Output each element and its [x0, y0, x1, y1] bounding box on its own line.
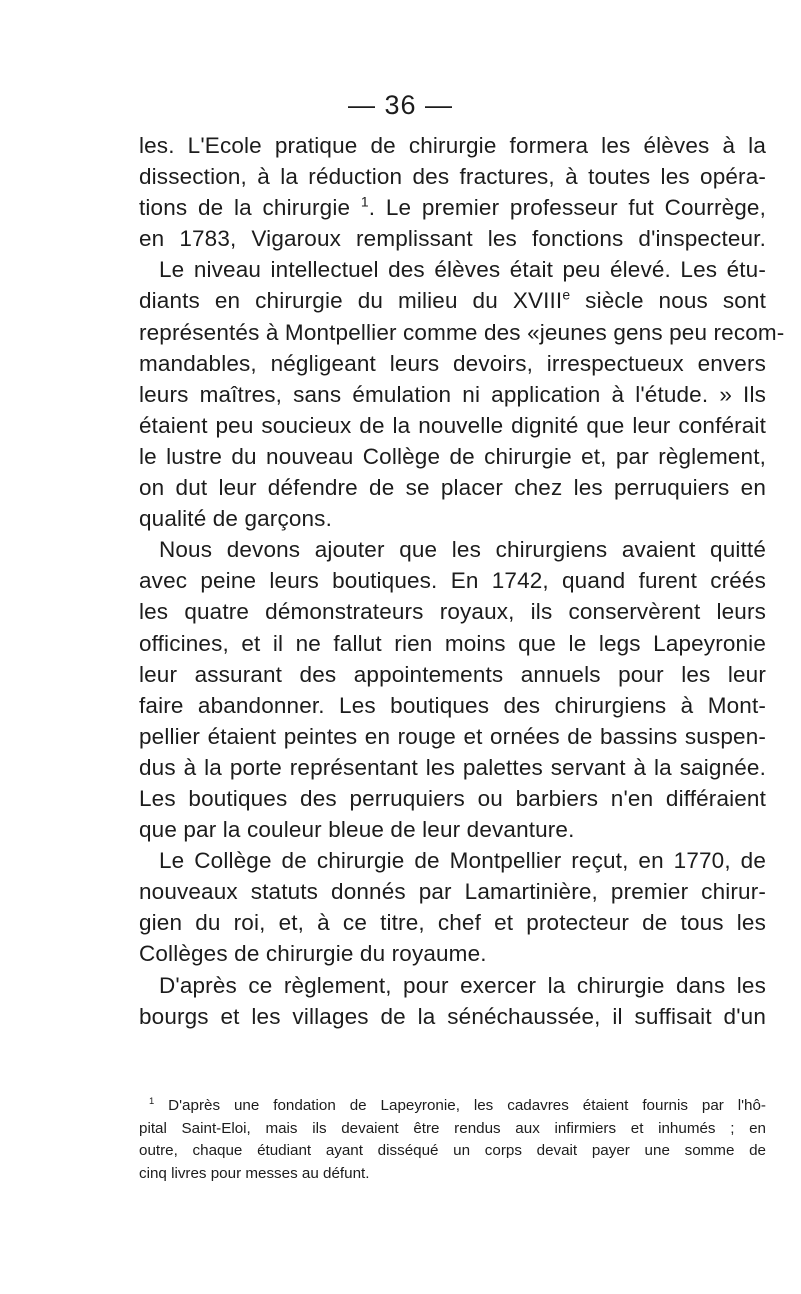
text-line: Le Collège de chirurgie de Montpellier reçut, en 1770, de	[159, 848, 766, 874]
text-line: mandables, négligeant leurs devoirs, irrespectueux envers	[139, 350, 766, 376]
text-line: étaient peu soucieux de la nouvelle dignité que leur conférait	[139, 412, 766, 438]
footnote-line: outre, chaque étudiant ayant disséqué un corps devait payer une somme de	[139, 1142, 766, 1160]
text-line: Collèges de chirurgie du royaume.	[139, 941, 487, 967]
text-line: qualité de garçons.	[139, 506, 332, 532]
text-line: représentés à Montpellier comme des «jeunes gens peu recom-	[139, 319, 785, 345]
footnote-line: pital Saint-Eloi, mais ils devaient être rendus aux infirmiers et inhumés ; en	[139, 1119, 766, 1137]
text-line: leur assurant des appointements annuels pour les leur	[139, 661, 766, 687]
text-line: officines, et il ne fallut rien moins que le legs Lapeyronie	[139, 630, 766, 656]
footnote	[139, 1095, 766, 1185]
footnote-line: cinq livres pour messes au défunt.	[139, 1164, 370, 1182]
text-line: les quatre démonstrateurs royaux, ils conservèrent leurs	[139, 599, 766, 625]
text-line: dus à la porte représentant les palettes servant à la saignée.	[139, 754, 766, 780]
text-line: avec peine leurs boutiques. En 1742, quand furent créés	[139, 568, 766, 594]
text-line: on dut leur défendre de se placer chez les perruquiers en	[139, 475, 766, 501]
text-line: tions de la chirurgie $^1$. Le premier professeur fut Courrège,	[139, 193, 766, 221]
text-line: Nous devons ajouter que les chirurgiens avaient quitté	[159, 537, 766, 563]
text-line: faire abandonner. Les boutiques des chirurgiens à Mont-	[139, 692, 766, 718]
text-line: diants en chirurgie du milieu du XVIIIe siècle nous sont	[139, 286, 766, 314]
superscript: e	[562, 286, 571, 303]
footnote-marker: 1	[149, 1094, 155, 1106]
text-line: nouveaux statuts donnés par Lamartinière, premier chirur-	[139, 879, 766, 905]
text-line: les. L'Ecole pratique de chirurgie formera les élèves à la	[139, 133, 766, 158]
text-line: en 1783, Vigaroux remplissant les fonctions d'inspecteur.	[139, 226, 766, 252]
page-number: — 36 —	[347, 90, 454, 120]
text-line: D'après ce règlement, pour exercer la chirurgie dans les	[159, 972, 766, 998]
text-line: leurs maîtres, sans émulation ni application à l'étude. » Ils	[139, 381, 766, 407]
text-line: le lustre du nouveau Collège de chirurgie et, par règlement,	[139, 443, 766, 469]
text-line: dissection, à la réduction des fractures, à toutes les opéra-	[139, 164, 766, 190]
text-line: que par la couleur bleue de leur devanture.	[139, 817, 575, 843]
text-line: Le niveau intellectuel des élèves était peu élevé. Les étu-	[159, 257, 766, 283]
footnote-line: $^1$ D'après une fondation de Lapeyronie, les cadavres étaient fournis par l'hô-	[149, 1094, 766, 1114]
text-line: Les boutiques des perruquiers ou barbiers n'en différaient	[139, 785, 766, 811]
text-line: gien du roi, et, à ce titre, chef et protecteur de tous les	[139, 910, 766, 936]
text-line: bourgs et les villages de la sénéchaussée, il suffisait d'un	[139, 1003, 766, 1029]
body-text	[139, 130, 785, 1032]
text-line: pellier étaient peintes en rouge et ornées de bassins suspen-	[139, 723, 766, 749]
footnote-ref: 1	[360, 193, 369, 210]
